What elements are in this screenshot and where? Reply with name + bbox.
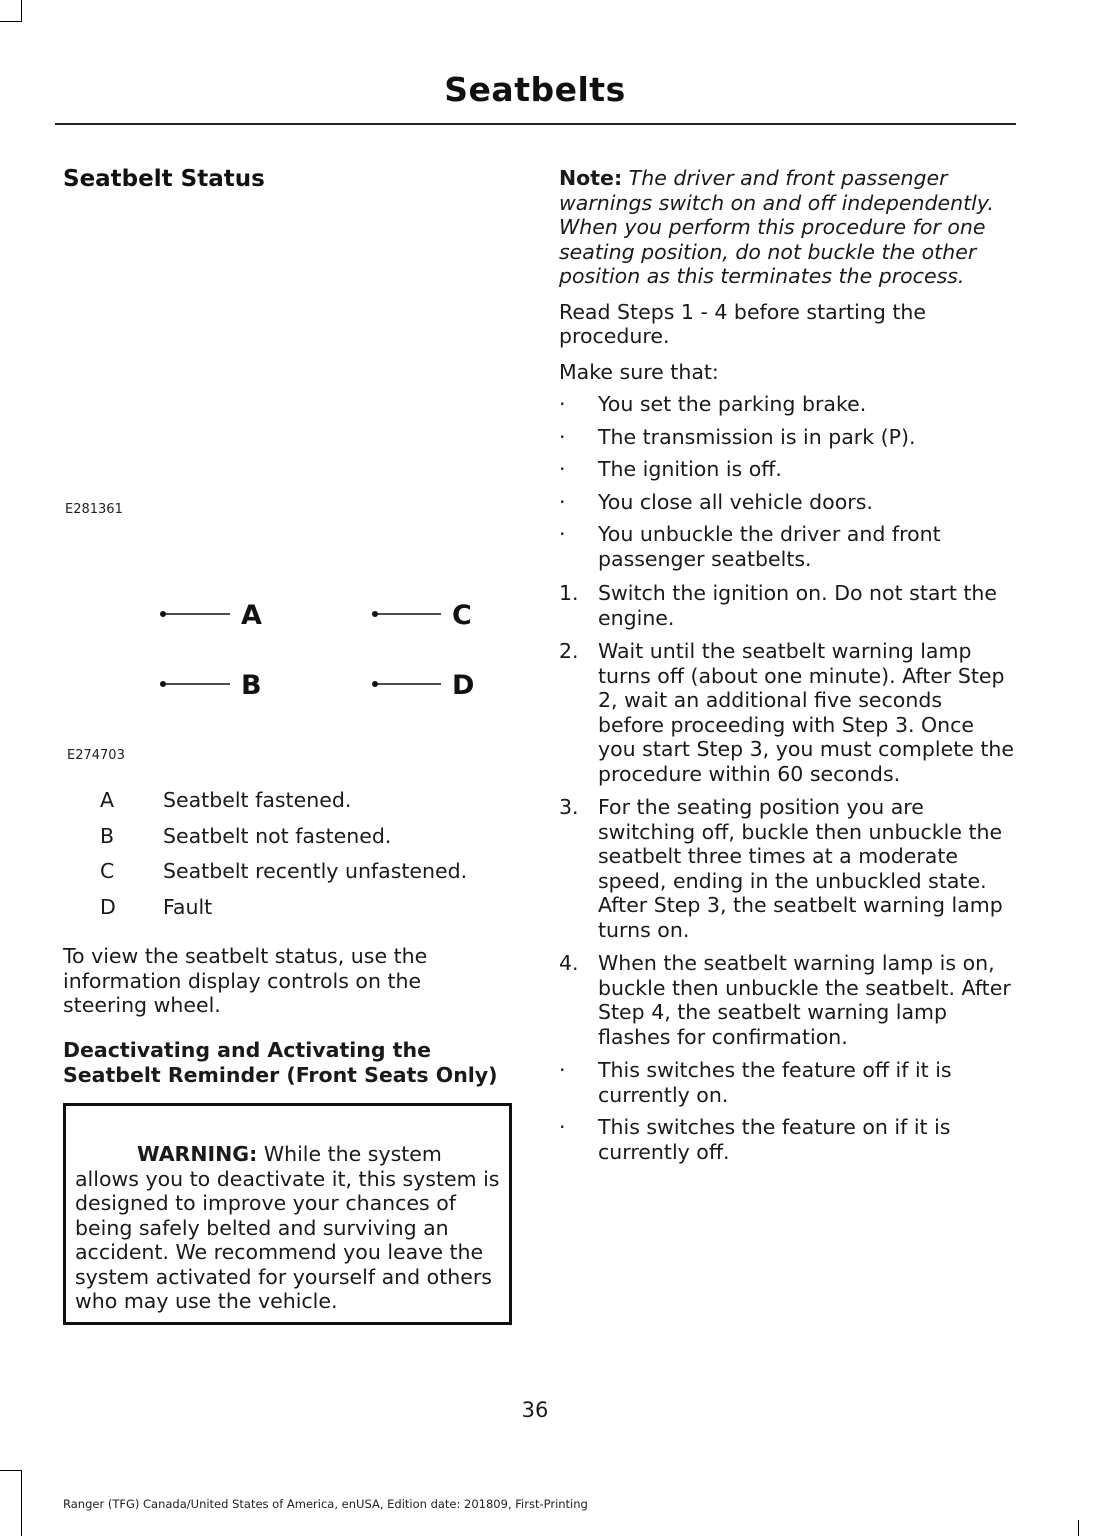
crop-mark xyxy=(0,21,22,22)
key-letter: A xyxy=(100,788,115,812)
bullet: · xyxy=(559,489,566,514)
precondition-list xyxy=(559,392,1014,571)
bullet: · xyxy=(559,457,566,481)
key-row xyxy=(100,895,520,931)
make-sure: Make sure that: xyxy=(559,359,719,384)
crop-mark xyxy=(0,1470,22,1471)
legend-item-b xyxy=(160,670,262,701)
step-item: 3. For the seating position you are switching off, buckle then unbuckle the seatbelt three times at a moderate speed, ending in the unbuckled state. After Step 3, the seatbelt warning lamp turns on. xyxy=(559,795,1003,942)
warning-text: While the system allows you to deactivate it, this system is designed to improve your chances of being safely belted and surviving an accident. We recommend you leave the system activated for yourself and others who may use the vehicle. xyxy=(75,1142,500,1313)
subheading-block xyxy=(63,1038,515,1087)
key-row xyxy=(100,788,520,824)
section-title: Seatbelt Status xyxy=(63,166,265,192)
list-item: · This switches the feature off if it is currently on. xyxy=(559,1058,952,1107)
legend-letter: B xyxy=(241,670,262,701)
page-title: Seatbelts xyxy=(444,70,626,109)
figure-code: E274703 xyxy=(67,748,125,763)
bullet: · xyxy=(559,522,566,546)
step-number: 1. xyxy=(559,581,579,605)
legend-item-a xyxy=(160,600,262,631)
step-item: 1. Switch the ignition on. Do not start the engine. xyxy=(559,581,998,630)
bullet: · xyxy=(559,424,566,449)
read-steps: Read Steps 1 - 4 before starting the procedure. xyxy=(559,299,927,348)
key-letter: D xyxy=(100,895,116,920)
bullet: · xyxy=(559,1058,566,1082)
legend-letter: A xyxy=(241,600,262,631)
key-description: Fault xyxy=(163,895,213,920)
note xyxy=(559,166,1014,289)
crop-mark xyxy=(21,0,22,22)
note-label: Note: xyxy=(559,166,623,190)
right-column xyxy=(559,166,1014,1164)
subheading: Deactivating and Activating the Seatbelt Reminder (Front Seats Only) xyxy=(63,1038,498,1087)
list-item: · You set the parking brake. xyxy=(559,392,867,416)
legend-letter: D xyxy=(452,670,475,701)
step-number: 3. xyxy=(559,795,579,819)
key-letter: B xyxy=(100,823,115,848)
footer-text: Ranger (TFG) Canada/United States of America, enUSA, Edition date: 201809, First-Printing xyxy=(63,1497,588,1511)
step-number: 2. xyxy=(559,639,579,663)
list-item: · The transmission is in park (P). xyxy=(559,424,916,449)
legend-item-d xyxy=(372,670,474,701)
left-column xyxy=(63,166,513,192)
step-number: 4. xyxy=(559,951,579,975)
warning-box xyxy=(63,1103,512,1325)
bullet: · xyxy=(559,1115,566,1139)
list-item: · The ignition is off. xyxy=(559,457,782,481)
page-number: 36 xyxy=(521,1398,549,1422)
list-item: · You close all vehicle doors. xyxy=(559,489,873,514)
status-instructions xyxy=(63,944,503,1018)
status-paragraph: To view the seatbelt status, use the information display controls on the steering wheel. xyxy=(63,944,428,1017)
warning-label: WARNING: xyxy=(137,1142,258,1166)
key-letter: C xyxy=(100,859,115,884)
status-legend-figure xyxy=(150,590,490,710)
key-description: Seatbelt recently unfastened. xyxy=(163,859,468,884)
list-item: · You unbuckle the driver and front passenger seatbelts. xyxy=(559,522,941,571)
step-item: 4. When the seatbelt warning lamp is on, buckle then unbuckle the seatbelt. After Step 4, the seatbelt warning lamp flashes for confirmation. xyxy=(559,951,1011,1049)
steps-list xyxy=(559,581,1014,1049)
result-list xyxy=(559,1058,1014,1164)
crop-mark xyxy=(1078,1520,1079,1536)
legend-letter: C xyxy=(452,600,472,631)
step-item: 2. Wait until the seatbelt warning lamp turns off (about one minute). After Step 2, wait an additional five seconds before proceeding with Step 3. Once you start Step 3, you must complete the procedure within 60 seconds. xyxy=(559,639,1015,786)
key-row xyxy=(100,824,520,860)
legend-item-c xyxy=(372,600,472,631)
key-description: Seatbelt fastened. xyxy=(163,788,352,812)
note-text: The driver and front passenger warnings switch on and off independently. When you perform this procedure for one seating position, do not buckle the other position as this terminates the process. xyxy=(559,166,994,288)
status-key-table xyxy=(100,788,520,931)
figure-code: E281361 xyxy=(65,502,123,517)
header-rule xyxy=(55,123,1016,125)
bullet: · xyxy=(559,392,566,416)
key-description: Seatbelt not fastened. xyxy=(163,823,392,848)
key-row xyxy=(100,859,520,895)
list-item: · This switches the feature on if it is currently off. xyxy=(559,1115,951,1164)
crop-mark xyxy=(21,1470,22,1536)
